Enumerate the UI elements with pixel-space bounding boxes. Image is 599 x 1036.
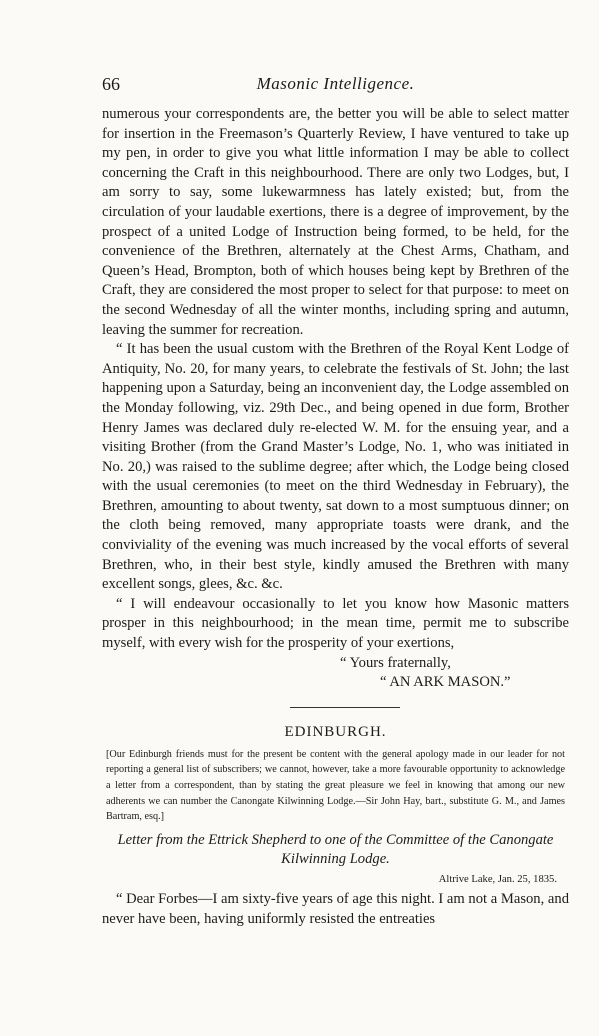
letter-opening: “ Dear Forbes—I am sixty-five years of age this night. I am not a Mason, and never have been, having uniformly resisted the entreaties <box>102 890 569 927</box>
page-header <box>102 74 569 96</box>
section-divider <box>290 707 400 708</box>
letter-paragraph-3: “ I will endeavour occasionally to let you know how Masonic matters prosper in this neighbourhood; in the mean time, permit me to subscribe myself, with every wish for the prosperity of your exertions, <box>102 595 569 652</box>
letter-signature: “ AN ARK MASON.” <box>380 674 511 691</box>
page-number: 66 <box>102 74 120 94</box>
running-head: Masonic Intelligence. <box>256 74 415 93</box>
letter-closing: “ Yours fraternally, <box>340 654 451 671</box>
section-title: EDINBURGH. <box>284 723 387 740</box>
letter-title: Letter from the Ettrick Shepherd to one of the Committee of the Canongate Kilwinning Lodge. <box>117 831 554 868</box>
letter-dateline: Altrive Lake, Jan. 25, 1835. <box>438 873 557 885</box>
letter-paragraph-2: “ It has been the usual custom with the Brethren of the Royal Kent Lodge of Antiquity, No. 20, for many years, to celebrate the festivals of St. John; the last happening upon a Saturday, being an inconvenient day, the Lodge assembled on the Monday following, viz. 29th Dec., and being opened in due form, Brother Henry James was declared duly re-elected W. M. for the ensuing year, and a visiting Brother (from the Grand Master’s Lodge, No. 1, who was initiated in No. 20,) was raised to the sublime degree; after which, the Lodge being closed with the usual ceremonies (to meet on the third Wednesday in February), the Brethren, amounting to about twenty, sat down to a most sumptuous dinner; on the cloth being removed, many appropriate toasts were drank, and the conviviality of the evening was much increased by the vocal efforts of several Brethren, who, in their best style, kindly amused the Brethren with many excellent songs, glees, &c. &c. <box>102 341 570 593</box>
editor-note: [Our Edinburgh friends must for the present be content with the general apology made in our leader for not reporting a general list of subscribers; we cannot, however, take a more favourable opportunity to acknowledge a letter from a correspondent, than by stating the great pleasure we feel in knowing that among our new adherents we can number the Canongate Kilwinning Lodge.—Sir John Hay, bart., substitute G. M., and James Bartram, esq.] <box>106 748 565 823</box>
letter-paragraph-1: numerous your correspondents are, the better you will be able to select matter for insertion in the Freemason’s Quarterly Review, I have ventured to take up my pen, in order to give you what little information I may be able to collect concerning the Craft in this neighbourhood. There are only two Lodges, but, I am sorry to say, some lukewarmness has lately existed; but, from the circulation of your laudable exertions, there is a degree of improvement, by the prospect of a united Lodge of Instruction being formed, to be held, for the convenience of the Brethren, alternately at the Chest Arms, Chatham, and Queen’s Head, Brompton, both of which houses being kept by Brethren of the Craft, they are considered the most proper to select for that purpose: to meet on the second Wednesday of all the winter months, including spring and autumn, leaving the summer for recreation. <box>102 106 569 338</box>
